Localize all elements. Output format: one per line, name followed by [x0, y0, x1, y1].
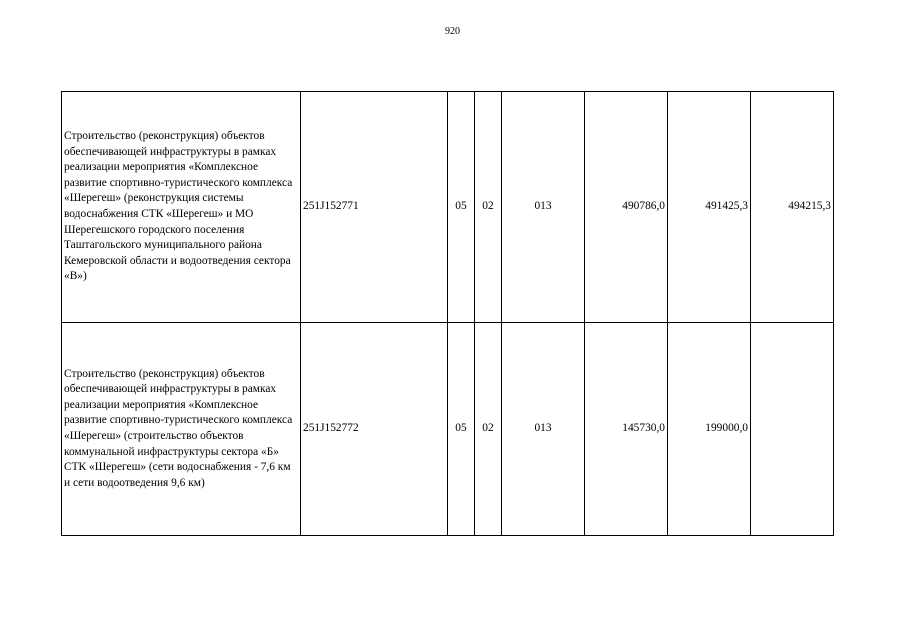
row-name-cell: Строительство (реконструкция) объектов обеспечивающей инфраструктуры в рамках реализации мероприятия «Комплексное развитие спортивно-туристического комплекса «Шерегеш» (строительство объектов коммунальной инфраструктуры сектора «Б» СТК «Шерегеш» (сети водоснабжения - 7,6 км и сети водоотведения 9,6 км): [62, 323, 301, 536]
budget-table: [61, 91, 834, 536]
subsection-cell: 02: [475, 323, 502, 536]
table-row: [62, 92, 834, 323]
table-row: [62, 323, 834, 536]
amount-3-cell: [751, 323, 834, 536]
section-cell: 05: [448, 323, 475, 536]
amount-2-cell: 199000,0: [668, 323, 751, 536]
amount-3-cell: 494215,3: [751, 92, 834, 323]
target-code-cell: 251J152771: [301, 92, 448, 323]
target-code-cell: 251J152772: [301, 323, 448, 536]
amount-2-cell: 491425,3: [668, 92, 751, 323]
section-cell: 05: [448, 92, 475, 323]
subsection-cell: 02: [475, 92, 502, 323]
page-number: 920: [445, 26, 460, 37]
expense-type-cell: 013: [502, 92, 585, 323]
amount-1-cell: 145730,0: [585, 323, 668, 536]
expense-type-cell: 013: [502, 323, 585, 536]
amount-1-cell: 490786,0: [585, 92, 668, 323]
row-name-cell: Строительство (реконструкция) объектов обеспечивающей инфраструктуры в рамках реализации мероприятия «Комплексное развитие спортивно-туристического комплекса «Шерегеш» (реконструкция системы водоснабжения СТК «Шерегеш» и МО Шерегешского городского поселения Таштагольского муниципального района Кемеровской области и водоотведения сектора «В»): [62, 92, 301, 323]
